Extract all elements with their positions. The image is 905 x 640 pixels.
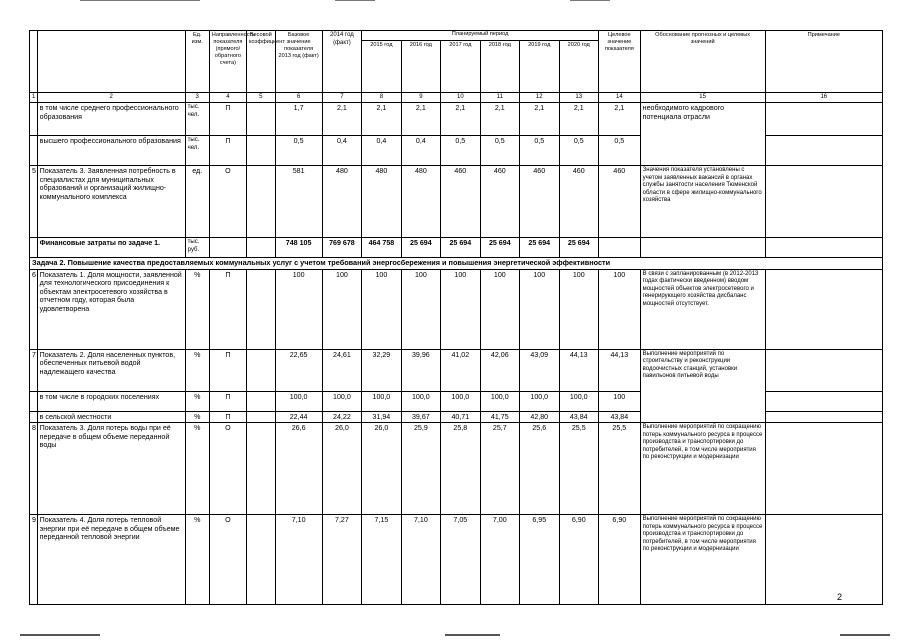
row-value: 25 694 bbox=[559, 238, 599, 258]
table-row bbox=[30, 349, 883, 391]
table-row bbox=[30, 515, 883, 605]
row-value: 0,4 bbox=[322, 136, 361, 166]
header-weight: Весовой коэффициент bbox=[247, 31, 276, 93]
row-value: 26,6 bbox=[275, 423, 322, 515]
row-value: 31,94 bbox=[362, 411, 401, 423]
table-row bbox=[30, 166, 883, 238]
row-value: 7,00 bbox=[480, 515, 519, 605]
header-row bbox=[30, 31, 883, 41]
row-value: 100,0 bbox=[520, 391, 559, 411]
row-rationale: Значения показателя установлены с учетом заявленных вакансий в органах службы занятости населения Тюменской области в сфере жилищно-коммунального хозяйства bbox=[640, 166, 765, 238]
header-note: Примечание bbox=[765, 31, 882, 93]
row-value: 2,1 bbox=[362, 103, 401, 136]
row-direction: П bbox=[209, 136, 246, 166]
row-value: 100 bbox=[401, 269, 440, 349]
row-target: 0,5 bbox=[599, 136, 641, 166]
row-value: 100,0 bbox=[559, 391, 599, 411]
row-unit: % bbox=[185, 515, 209, 605]
page-number: 2 bbox=[837, 592, 843, 602]
row-value: 26,0 bbox=[322, 423, 361, 515]
row-value: 41,75 bbox=[480, 411, 519, 423]
row-value: 0,5 bbox=[520, 136, 559, 166]
row-value: 44,13 bbox=[559, 349, 599, 391]
row-name: в сельской местности bbox=[37, 411, 185, 423]
row-direction: П bbox=[209, 411, 246, 423]
col-number: 13 bbox=[559, 93, 599, 103]
row-value: 460 bbox=[441, 166, 480, 238]
row-direction: О bbox=[209, 515, 246, 605]
row-rationale: Выполнение мероприятий по сокращению потерь коммунального ресурса в процессе производства и транспортировки до потребителей, в том числе мероприятия по реконструкции и модернизации bbox=[640, 423, 765, 515]
row-value: 25,9 bbox=[401, 423, 440, 515]
row-value: 24,22 bbox=[322, 411, 361, 423]
header-no bbox=[30, 31, 38, 93]
row-value: 25 694 bbox=[520, 238, 559, 258]
row-number: 5 bbox=[30, 166, 38, 238]
header-year: 2020 год bbox=[559, 41, 599, 93]
row-value: 0,5 bbox=[275, 136, 322, 166]
row-value: 25 694 bbox=[480, 238, 519, 258]
row-name: в том числе среднего профессионального образования bbox=[37, 103, 185, 136]
col-number: 12 bbox=[520, 93, 559, 103]
row-value: 2,1 bbox=[441, 103, 480, 136]
row-value: 581 bbox=[275, 166, 322, 238]
row-value: 100 bbox=[559, 269, 599, 349]
row-value: 769 678 bbox=[322, 238, 361, 258]
row-value: 100,0 bbox=[441, 391, 480, 411]
row-value: 6,90 bbox=[559, 515, 599, 605]
row-value: 0,5 bbox=[480, 136, 519, 166]
row-value: 22,65 bbox=[275, 349, 322, 391]
row-target: 44,13 bbox=[599, 349, 641, 391]
col-number: 10 bbox=[441, 93, 480, 103]
row-value: 2,1 bbox=[520, 103, 559, 136]
col-number: 9 bbox=[401, 93, 440, 103]
row-value: 25,7 bbox=[480, 423, 519, 515]
row-value: 100,0 bbox=[401, 391, 440, 411]
row-value: 2,1 bbox=[559, 103, 599, 136]
row-name: высшего профессионального образования bbox=[37, 136, 185, 166]
row-direction: О bbox=[209, 166, 246, 238]
table-row bbox=[30, 103, 883, 136]
row-value: 43,09 bbox=[520, 349, 559, 391]
table-row-finance bbox=[30, 238, 883, 258]
row-value: 25 694 bbox=[401, 238, 440, 258]
row-value: 748 105 bbox=[275, 238, 322, 258]
col-number: 4 bbox=[209, 93, 246, 103]
row-direction: П bbox=[209, 391, 246, 411]
row-number: 8 bbox=[30, 423, 38, 515]
row-direction: П bbox=[209, 269, 246, 349]
header-unit: Ед. изм. bbox=[185, 31, 209, 93]
row-value: 460 bbox=[559, 166, 599, 238]
header-planned-period: Планируемый период bbox=[362, 31, 599, 41]
col-number: 1 bbox=[30, 93, 38, 103]
row-name: Финансовые затраты по задаче 1. bbox=[37, 238, 185, 258]
row-value: 480 bbox=[362, 166, 401, 238]
row-value: 25,6 bbox=[520, 423, 559, 515]
row-value: 7,10 bbox=[275, 515, 322, 605]
row-value: 25,5 bbox=[559, 423, 599, 515]
col-number: 16 bbox=[765, 93, 882, 103]
row-value: 100,0 bbox=[362, 391, 401, 411]
header-year: 2019 год bbox=[520, 41, 559, 93]
row-value: 25 694 bbox=[441, 238, 480, 258]
col-number: 11 bbox=[480, 93, 519, 103]
row-target: 25,5 bbox=[599, 423, 641, 515]
table-row bbox=[30, 269, 883, 349]
row-unit: % bbox=[185, 423, 209, 515]
column-numbers-row bbox=[30, 93, 883, 103]
row-value: 25,8 bbox=[441, 423, 480, 515]
row-unit: % bbox=[185, 269, 209, 349]
row-value: 7,10 bbox=[401, 515, 440, 605]
header-2014: 2014 год (факт) bbox=[322, 31, 361, 93]
row-value: 43,84 bbox=[559, 411, 599, 423]
row-target: 100 bbox=[599, 391, 641, 411]
row-unit: % bbox=[185, 391, 209, 411]
header-year: 2015 год bbox=[362, 41, 401, 93]
col-number: 2 bbox=[37, 93, 185, 103]
row-value: 40,71 bbox=[441, 411, 480, 423]
row-unit: % bbox=[185, 411, 209, 423]
row-value: 460 bbox=[520, 166, 559, 238]
row-value: 22,44 bbox=[275, 411, 322, 423]
row-value: 100,0 bbox=[322, 391, 361, 411]
row-value: 42,80 bbox=[520, 411, 559, 423]
task-row bbox=[30, 258, 883, 270]
row-name: в том числе в городских поселениях bbox=[37, 391, 185, 411]
row-value: 0,5 bbox=[441, 136, 480, 166]
header-direction: Направленность показателя (прямого/обратного счета) bbox=[209, 31, 246, 93]
row-number: 9 bbox=[30, 515, 38, 605]
row-name: Показатель 2. Доля населенных пунктов, обеспеченных питьевой водой надлежащего качества bbox=[37, 349, 185, 391]
row-target: 2,1 bbox=[599, 103, 641, 136]
col-number: 15 bbox=[640, 93, 765, 103]
row-value: 24,61 bbox=[322, 349, 361, 391]
row-unit: тыс. руб. bbox=[185, 238, 209, 258]
row-direction: П bbox=[209, 103, 246, 136]
row-value: 460 bbox=[480, 166, 519, 238]
row-name: Показатель 3. Доля потерь воды при её передаче в общем объеме переданной воды bbox=[37, 423, 185, 515]
row-direction: О bbox=[209, 423, 246, 515]
row-value: 7,27 bbox=[322, 515, 361, 605]
row-value: 464 758 bbox=[362, 238, 401, 258]
row-target: 460 bbox=[599, 166, 641, 238]
row-value: 6,95 bbox=[520, 515, 559, 605]
row-target: 43,84 bbox=[599, 411, 641, 423]
row-name: Показатель 4. Доля потерь тепловой энергии при её передаче в общем объеме переданной тепловой энергии bbox=[37, 515, 185, 605]
row-rationale: необходимого кадрового потенциала отрасли bbox=[640, 103, 765, 166]
col-number: 14 bbox=[599, 93, 641, 103]
row-value: 0,4 bbox=[401, 136, 440, 166]
row-value: 480 bbox=[322, 166, 361, 238]
task-title: Задача 2. Повышение качества предоставляемых коммунальных услуг с учетом требований энергосбережения и повышения энергетической эффективности bbox=[30, 258, 883, 270]
header-year: 2016 год bbox=[401, 41, 440, 93]
row-value: 2,1 bbox=[322, 103, 361, 136]
row-unit: тыс. чел. bbox=[185, 103, 209, 136]
row-value: 100 bbox=[480, 269, 519, 349]
row-value: 0,4 bbox=[362, 136, 401, 166]
row-value: 1,7 bbox=[275, 103, 322, 136]
row-value: 7,05 bbox=[441, 515, 480, 605]
row-value: 26,0 bbox=[362, 423, 401, 515]
row-value: 39,96 bbox=[401, 349, 440, 391]
row-unit: тыс. чел. bbox=[185, 136, 209, 166]
row-direction: П bbox=[209, 349, 246, 391]
row-value: 100 bbox=[441, 269, 480, 349]
row-rationale: Выполнение мероприятий по строительству и реконструкции водоочистных станций, установки павильонов питьевой воды bbox=[640, 349, 765, 423]
row-name: Показатель 1. Доля мощности, заявленной для технологического присоединения к объектам электросетевого хозяйства в отчетном году, которая была удовлетворена bbox=[37, 269, 185, 349]
row-value: 42,06 bbox=[480, 349, 519, 391]
row-value: 100,0 bbox=[275, 391, 322, 411]
row-unit: ед. bbox=[185, 166, 209, 238]
col-number: 5 bbox=[247, 93, 276, 103]
row-rationale: Выполнение мероприятий по сокращению потерь коммунального ресурса в процессе производства и транспортировки до потребителей, в том числе мероприятия по реконструкции и модернизации bbox=[640, 515, 765, 605]
row-value: 41,02 bbox=[441, 349, 480, 391]
row-value: 2,1 bbox=[401, 103, 440, 136]
row-value: 100 bbox=[520, 269, 559, 349]
row-value: 100 bbox=[362, 269, 401, 349]
col-number: 8 bbox=[362, 93, 401, 103]
table-row bbox=[30, 423, 883, 515]
row-target: 100 bbox=[599, 269, 641, 349]
row-value: 0,5 bbox=[559, 136, 599, 166]
row-number: 7 bbox=[30, 349, 38, 391]
row-value: 32,29 bbox=[362, 349, 401, 391]
row-value: 39,67 bbox=[401, 411, 440, 423]
row-target: 6,90 bbox=[599, 515, 641, 605]
header-base: Базовое значение показателя 2013 год (факт) bbox=[275, 31, 322, 93]
row-value: 2,1 bbox=[480, 103, 519, 136]
row-number: 6 bbox=[30, 269, 38, 349]
row-rationale: В связи с запланированным (в 2012-2013 годах фактически введенном) вводом мощностей объектов электросетевого и генерирующего хозяйства дисбаланс мощностей отсутствует. bbox=[640, 269, 765, 349]
header-year: 2018 год bbox=[480, 41, 519, 93]
header-target: Целевое значение показателя bbox=[599, 31, 641, 93]
row-value: 100,0 bbox=[480, 391, 519, 411]
indicator-table bbox=[29, 30, 883, 605]
row-name: Показатель 3. Заявленная потребность в специалистах для муниципальных образований и организаций жилищно-коммунального комплекса bbox=[37, 166, 185, 238]
header-rationale: Обоснование прогнозных и целевых значений bbox=[640, 31, 765, 93]
row-value: 7,15 bbox=[362, 515, 401, 605]
col-number: 6 bbox=[275, 93, 322, 103]
row-unit: % bbox=[185, 349, 209, 391]
header-name bbox=[37, 31, 185, 93]
header-year: 2017 год bbox=[441, 41, 480, 93]
col-number: 3 bbox=[185, 93, 209, 103]
row-value: 100 bbox=[322, 269, 361, 349]
row-value: 100 bbox=[275, 269, 322, 349]
col-number: 7 bbox=[322, 93, 361, 103]
row-value: 480 bbox=[401, 166, 440, 238]
